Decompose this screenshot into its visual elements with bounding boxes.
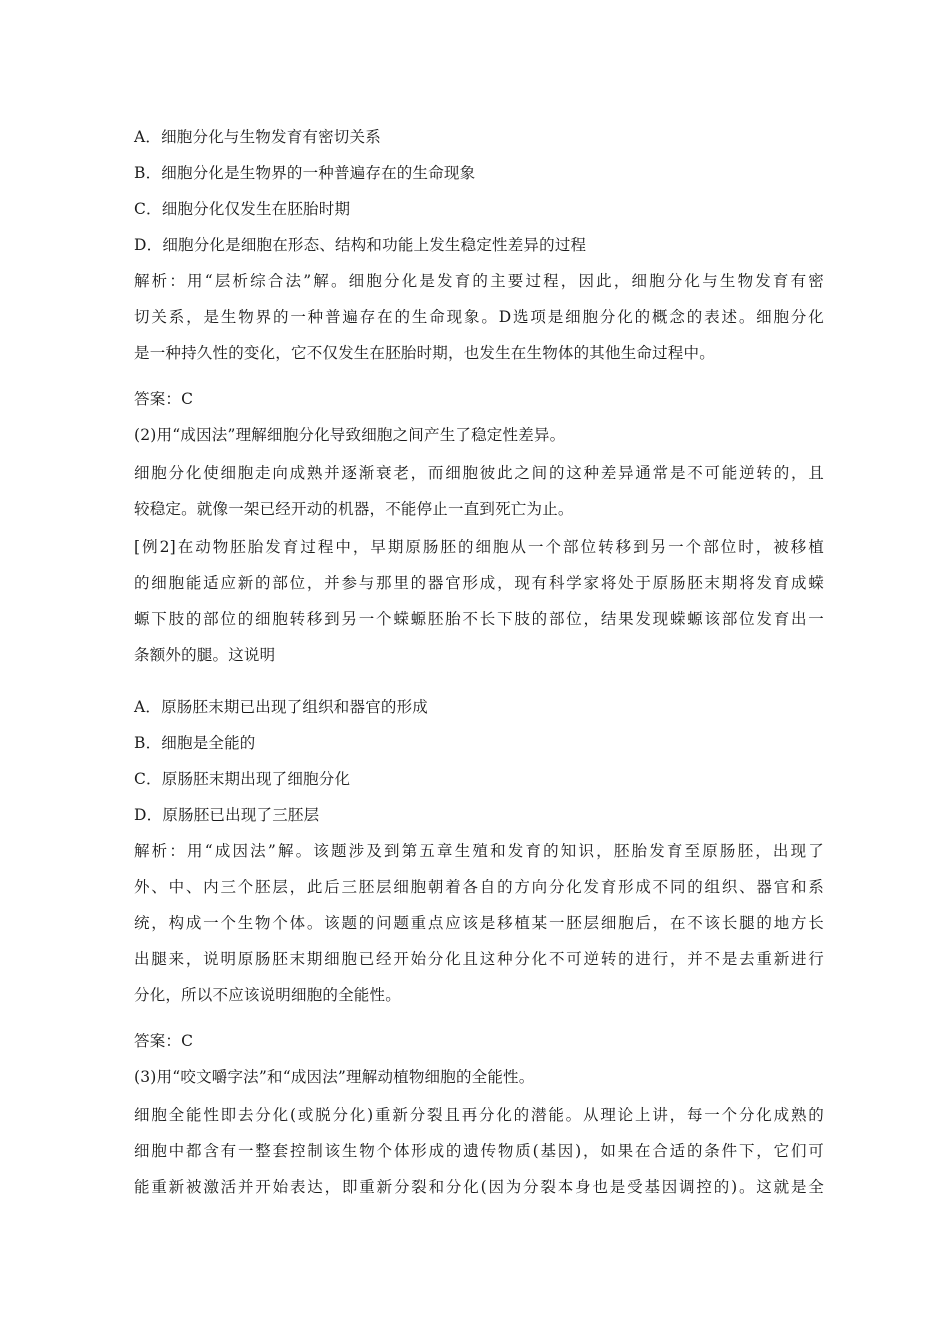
paragraph-line: 较稳定。就像一架已经开动的机器，不能停止一直到死亡为止。: [134, 500, 574, 518]
option-d: D．细胞分化是细胞在形态、结构和功能上发生稳定性差异的过程: [134, 236, 587, 254]
analysis-line: 是一种持久性的变化，它不仅发生在胚胎时期，也发生在生物体的其他生命过程中。: [134, 344, 715, 362]
option-c: C．细胞分化仅发生在胚胎时期: [134, 200, 351, 218]
analysis-line: 出腿来，说明原肠胚末期细胞已经开始分化且这种分化不可逆转的进行，并不是去重新进行: [134, 950, 824, 968]
paragraph-line: 细胞全能性即去分化(或脱分化)重新分裂且再分化的潜能。从理论上讲，每一个分化成熟的: [134, 1106, 824, 1124]
example-line: [例2]在动物胚胎发育过程中，早期原肠胚的细胞从一个部位转移到另一个部位时，被移植: [134, 538, 824, 556]
paragraph-line: 细胞分化使细胞走向成熟并逐渐衰老，而细胞彼此之间的这种差异通常是不可能逆转的，且: [134, 464, 824, 482]
example-line: 的细胞能适应新的部位，并参与那里的器官形成，现有科学家将处于原肠胚末期将发育成蝾: [134, 574, 824, 592]
answer-line: 答案：C: [134, 1032, 194, 1050]
option-c: C．原肠胚末期出现了细胞分化: [134, 770, 351, 788]
analysis-line: 外、中、内三个胚层，此后三胚层细胞朝着各自的方向分化发育形成不同的组织、器官和系: [134, 878, 824, 896]
analysis-line: 统，构成一个生物个体。该题的问题重点应该是移植某一胚层细胞后，在不该长腿的地方长: [134, 914, 824, 932]
option-b: B．细胞是全能的: [134, 734, 256, 752]
option-a: A．原肠胚末期已出现了组织和器官的形成: [134, 698, 428, 716]
example-line: 条额外的腿。这说明: [134, 646, 276, 664]
option-a: A．细胞分化与生物发育有密切关系: [134, 128, 381, 146]
example-line: 螈下肢的部位的细胞转移到另一个蝾螈胚胎不长下肢的部位，结果发现蝾螈该部位发育出一: [134, 610, 824, 628]
paragraph-line: 能重新被激活并开始表达，即重新分裂和分化(因为分裂本身也是受基因调控的)。这就是全: [134, 1178, 824, 1196]
analysis-line: 解析：用“成因法”解。该题涉及到第五章生殖和发育的知识，胚胎发育至原肠胚，出现了: [134, 842, 824, 860]
option-b: B．细胞分化是生物界的一种普遍存在的生命现象: [134, 164, 476, 182]
section-heading: (3)用“咬文嚼字法”和“成因法”理解动植物细胞的全能性。: [134, 1068, 535, 1086]
answer-line: 答案：C: [134, 390, 194, 408]
option-d: D．原肠胚已出现了三胚层: [134, 806, 320, 824]
analysis-line: 解析：用“层析综合法”解。细胞分化是发育的主要过程，因此，细胞分化与生物发育有密: [134, 272, 824, 290]
analysis-line: 分化，所以不应该说明细胞的全能性。: [134, 986, 401, 1004]
analysis-line: 切关系，是生物界的一种普遍存在的生命现象。D选项是细胞分化的概念的表述。细胞分化: [134, 308, 824, 326]
section-heading: (2)用“成因法”理解细胞分化导致细胞之间产生了稳定性差异。: [134, 426, 566, 444]
paragraph-line: 细胞中都含有一整套控制该生物个体形成的遗传物质(基因)，如果在合适的条件下，它们可: [134, 1142, 824, 1160]
